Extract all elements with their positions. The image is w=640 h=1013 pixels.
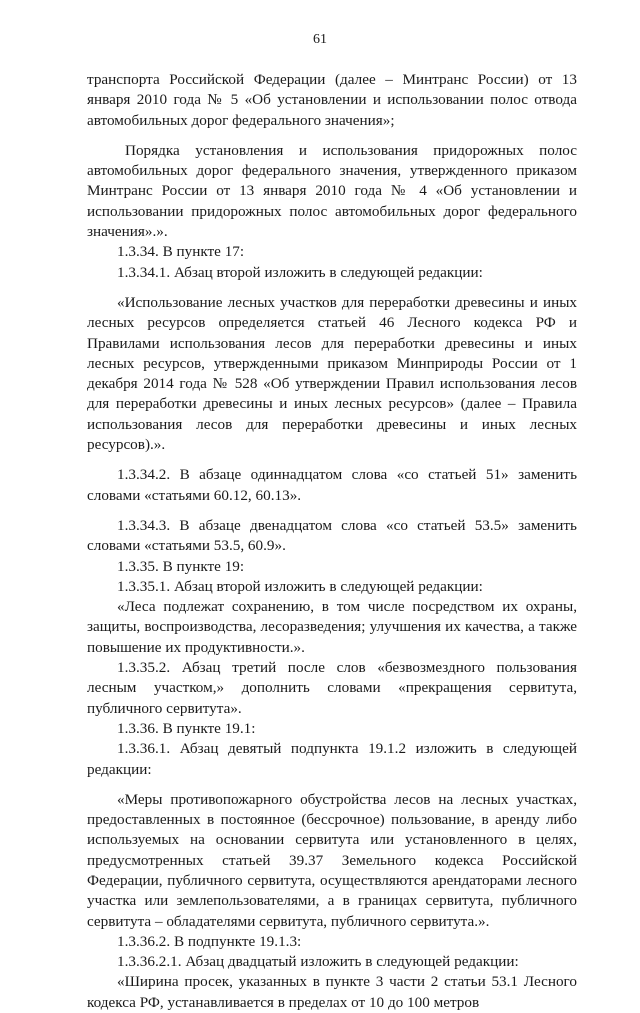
paragraph: транспорта Российской Федерации (далее – Минтранс России) от 13 января 2010 года № 5 «Об установлении и использовании полос отвода автомобильных дорог федерального значения»; [87,71,577,129]
paragraph: 1.3.34. В пункте 17: [117,243,245,261]
paragraph: 1.3.34.1. Абзац второй изложить в следующей редакции: [117,263,483,281]
page-number: 61 [313,32,327,47]
paragraph: Порядка установления и использования придорожных полос автомобильных дорог федерального значения, утвержденного приказом Минтранс России от 13 января 2010 года № 4 «Об установлении и использовании придорожных полос автомобильных дорог федерального значения».». [87,141,577,241]
paragraph: 1.3.36.1. Абзац девятый подпункта 19.1.2 изложить в следующей редакции: [87,740,577,778]
paragraph: 1.3.34.3. В абзаце двенадцатом слова «со статьей 53.5» заменить словами «статьями 53.5, 60.9». [87,516,577,555]
document-body [87,70,577,1013]
paragraph: «Меры противопожарного обустройства лесов на лесных участках, предоставленных в постоянное (бессрочное) пользование, в аренду либо используемых на основании сервитута или установленного в целях, предусмотренных статьей 39.37 Земельного кодекса Российской Федерации, публичного сервитута, осуществляются арендаторами лесного участка или землепользователями, а в границах сервитута, публичного сервитута – обладателями сервитута, публичного сервитута.». [87,790,577,930]
paragraph: 1.3.34.2. В абзаце одиннадцатом слова «со статьей 51» заменить словами «статьями 60.12, 60.13». [87,466,577,504]
paragraph: «Леса подлежат сохранению, в том числе посредством их охраны, защиты, воспроизводства, лесоразведения; улучшения их качества, а также повышение их продуктивности.». [87,598,577,656]
paragraph: 1.3.36.2.1. Абзац двадцатый изложить в следующей редакции: [117,953,519,971]
paragraph: «Использование лесных участков для переработки древесины и иных лесных ресурсов определяется статьей 46 Лесного кодекса РФ и Правилами использования лесов для переработки древесины и иных лесных ресурсов, утвержденными приказом Минприроды России от 1 декабря 2014 года № 528 «Об утверждении Правил использования лесов для переработки древесины и иных лесных ресурсов» (далее – Правила использования лесов для переработки древесины и иных лесных ресурсов).». [87,293,577,454]
paragraph: 1.3.35. В пункте 19: [117,557,245,575]
paragraph: 1.3.36. В пункте 19.1: [117,719,256,737]
paragraph: 1.3.36.2. В подпункте 19.1.3: [117,932,302,950]
paragraph: 1.3.35.2. Абзац третий после слов «безвозмездного пользования лесным участком,» дополнить словами «прекращения сервитута, публичного сервитута». [87,659,577,717]
paragraph: 1.3.35.1. Абзац второй изложить в следующей редакции: [117,577,483,595]
paragraph: «Ширина просек, указанных в пункте 3 части 2 статьи 53.1 Лесного кодекса РФ, устанавливается в пределах от 10 до 100 метров [87,973,577,1011]
